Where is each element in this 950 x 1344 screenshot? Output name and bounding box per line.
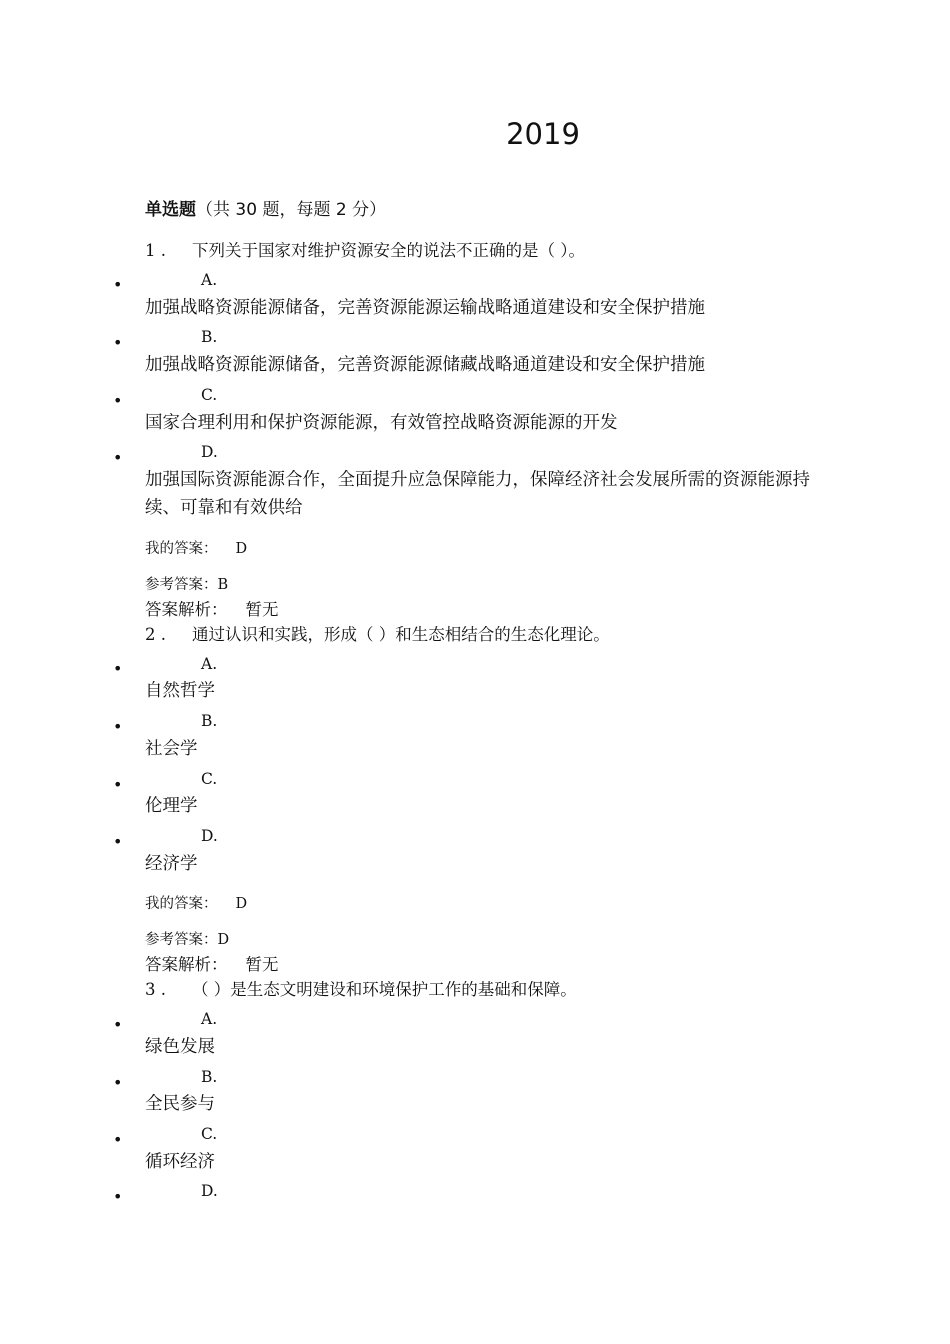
option-letter: B. <box>201 328 218 346</box>
my-answer-value: D <box>235 896 248 912</box>
option-text: 伦理学 <box>145 796 198 816</box>
reference-answer <box>145 574 228 596</box>
my-answer <box>145 538 247 560</box>
option-text: 加强战略资源能源储备，完善资源能源储藏战略通道建设和安全保护措施 <box>145 355 705 375</box>
option-letter: C. <box>201 1125 218 1143</box>
explanation-value: 暂无 <box>245 955 279 974</box>
section-heading <box>145 197 386 223</box>
option-text: 自然哲学 <box>145 681 215 701</box>
section-info: （共 30 题，每题 2 分） <box>196 200 387 220</box>
bullet-icon: • <box>113 1015 123 1034</box>
question-number: 1 . <box>145 241 166 260</box>
option-letter: C. <box>201 770 218 788</box>
answer-explanation <box>145 598 279 622</box>
option-letter: A. <box>201 271 218 289</box>
my-answer-label: 我的答案： <box>145 541 218 557</box>
question-text: 通过认识和实践，形成（ ）和生态相结合的生态化理论。 <box>192 625 610 644</box>
option-text: 循环经济 <box>145 1152 215 1172</box>
option-text: 国家合理利用和保护资源能源，有效管控战略资源能源的开发 <box>145 413 618 433</box>
option-text: 经济学 <box>145 854 198 874</box>
section-name: 单选题 <box>145 200 196 220</box>
explanation-label: 答案解析： <box>145 600 228 619</box>
option-text: 加强国际资源能源合作，全面提升应急保障能力，保障经济社会发展所需的资源能源持续、可靠和有效供给 <box>145 470 810 518</box>
document-title: 2019 <box>506 117 580 151</box>
bullet-icon: • <box>113 275 123 294</box>
bullet-icon: • <box>113 391 123 410</box>
option-letter: B. <box>201 712 218 730</box>
ref-answer-label: 参考答案： <box>145 577 218 593</box>
option-letter: D. <box>201 1182 218 1200</box>
my-answer-label: 我的答案： <box>145 896 218 912</box>
bullet-icon: • <box>113 1130 123 1149</box>
question-number: 3 . <box>145 980 166 999</box>
bullet-icon: • <box>113 832 123 851</box>
question-text: （ ）是生态文明建设和环境保护工作的基础和保障。 <box>192 980 577 999</box>
bullet-icon: • <box>113 659 123 678</box>
option-letter: D. <box>201 827 218 845</box>
my-answer-value: D <box>235 541 248 557</box>
option-text: 社会学 <box>145 739 198 759</box>
bullet-icon: • <box>113 717 123 736</box>
option-letter: B. <box>201 1068 218 1086</box>
ref-answer-value: B <box>217 577 229 593</box>
ref-answer-label: 参考答案： <box>145 932 218 948</box>
answer-explanation <box>145 953 279 977</box>
bullet-icon: • <box>113 333 123 352</box>
bullet-icon: • <box>113 1187 123 1206</box>
option-text: 加强战略资源能源储备，完善资源能源运输战略通道建设和安全保护措施 <box>145 298 705 318</box>
question-2 <box>145 623 610 647</box>
question-1 <box>145 239 585 263</box>
option-text: 全民参与 <box>145 1094 215 1114</box>
explanation-value: 暂无 <box>245 600 279 619</box>
bullet-icon: • <box>113 448 123 467</box>
option-letter: C. <box>201 386 218 404</box>
option-text: 绿色发展 <box>145 1037 215 1057</box>
question-number: 2 . <box>145 625 166 644</box>
explanation-label: 答案解析： <box>145 955 228 974</box>
bullet-icon: • <box>113 775 123 794</box>
question-text: 下列关于国家对维护资源安全的说法不正确的是（ ）。 <box>192 241 585 260</box>
question-3 <box>145 978 577 1002</box>
my-answer <box>145 893 247 915</box>
option-letter: A. <box>201 655 218 673</box>
ref-answer-value: D <box>217 932 230 948</box>
bullet-icon: • <box>113 1073 123 1092</box>
option-letter: D. <box>201 443 218 461</box>
option-letter: A. <box>201 1010 218 1028</box>
reference-answer <box>145 929 229 951</box>
